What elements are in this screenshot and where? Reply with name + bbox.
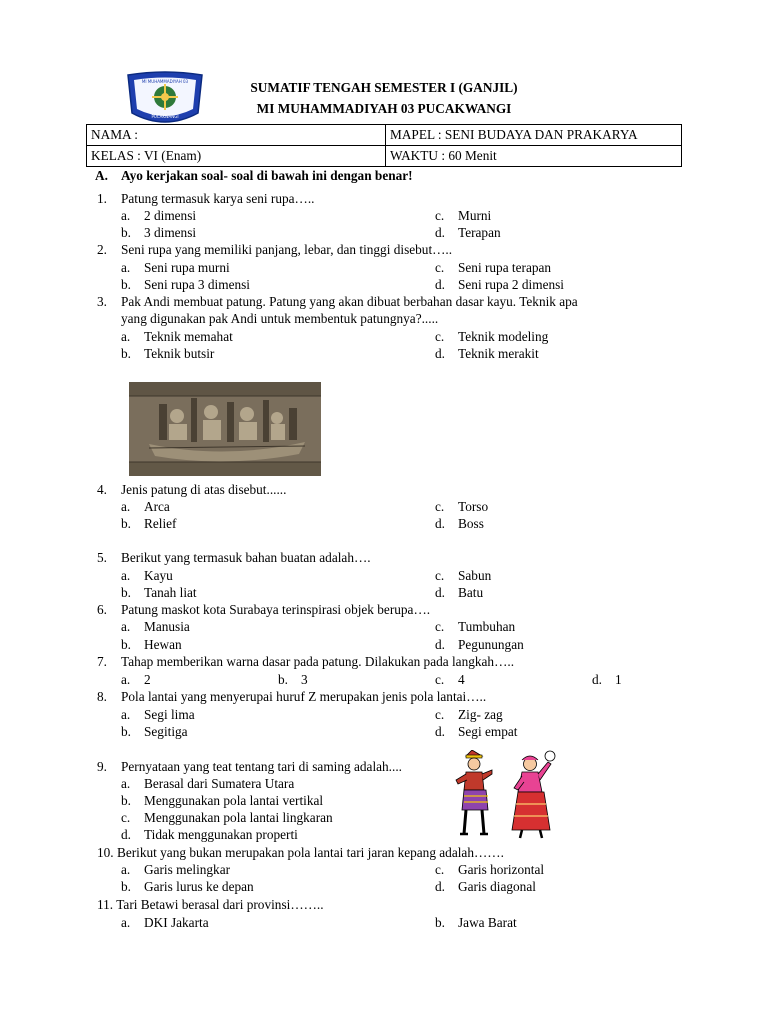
option-text: Teknik merakit — [458, 346, 539, 361]
dancers-illustration — [452, 750, 562, 842]
option-text: Seni rupa 2 dimensi — [458, 277, 564, 292]
option-7d[interactable] — [592, 671, 622, 688]
option-6a[interactable] — [121, 618, 190, 635]
option-1d[interactable] — [435, 224, 501, 241]
option-text: Segi empat — [458, 724, 518, 739]
question-text: Berikut yang termasuk bahan buatan adalah…. — [121, 550, 371, 565]
svg-text:MI MUHAMMADIYAH 03: MI MUHAMMADIYAH 03 — [141, 79, 189, 84]
option-10a[interactable] — [121, 861, 230, 878]
option-6c[interactable] — [435, 618, 515, 635]
option-letter: a. — [121, 499, 131, 514]
relief-image — [129, 382, 321, 476]
option-2b[interactable] — [121, 276, 250, 293]
option-3b[interactable] — [121, 345, 214, 362]
question-text: Pak Andi membuat patung. Patung yang akan dibuat berbahan dasar kayu. Teknik apa — [121, 294, 578, 309]
option-11b[interactable] — [435, 914, 517, 931]
question-number: 1. — [97, 191, 107, 206]
waktu-field: WAKTU : 60 Menit — [386, 146, 682, 167]
option-3c[interactable] — [435, 328, 548, 345]
option-letter: b. — [121, 637, 131, 652]
option-letter: c. — [435, 329, 445, 344]
option-5a[interactable] — [121, 567, 173, 584]
option-letter: c. — [435, 707, 445, 722]
option-8c[interactable] — [435, 706, 503, 723]
option-letter: d. — [592, 672, 602, 687]
option-letter: c. — [435, 499, 445, 514]
option-8d[interactable] — [435, 723, 517, 740]
question-text: Patung termasuk karya seni rupa….. — [121, 191, 315, 206]
option-10d[interactable] — [435, 878, 536, 895]
question-8 — [97, 688, 486, 705]
option-letter: a. — [121, 208, 131, 223]
option-letter: a. — [121, 672, 131, 687]
option-text: Pegunungan — [458, 637, 524, 652]
question-number: 5. — [97, 550, 107, 565]
option-text: Garis horizontal — [458, 862, 545, 877]
question-7 — [97, 653, 514, 670]
option-text: 4 — [458, 672, 465, 687]
option-9b[interactable] — [121, 792, 323, 809]
option-1a[interactable] — [121, 207, 196, 224]
option-text: Menggunakan pola lantai lingkaran — [144, 810, 333, 825]
question-text: Tahap memberikan warna dasar pada patung. Dilakukan pada langkah….. — [121, 654, 515, 669]
question-text: Pola lantai yang menyerupai huruf Z merupakan jenis pola lantai….. — [121, 689, 487, 704]
option-2d[interactable] — [435, 276, 564, 293]
question-5 — [97, 549, 371, 566]
question-3-continued: yang digunakan pak Andi untuk membentuk patungnya?..... — [121, 311, 439, 326]
option-letter: b. — [121, 879, 131, 894]
option-letter: d. — [121, 827, 131, 842]
option-text: Tidak menggunakan properti — [144, 827, 298, 842]
option-text: Murni — [458, 208, 492, 223]
question-6 — [97, 601, 430, 618]
question-1 — [97, 190, 315, 207]
option-text: Tanah liat — [144, 585, 197, 600]
option-text: Kayu — [144, 568, 173, 583]
option-7b[interactable] — [278, 671, 308, 688]
svg-text:PUCAKWANGI: PUCAKWANGI — [151, 114, 179, 119]
option-text: Segi lima — [144, 707, 195, 722]
option-text: Sabun — [458, 568, 492, 583]
option-text: 1 — [615, 672, 622, 687]
option-letter: b. — [121, 585, 131, 600]
option-text: Seni rupa 3 dimensi — [144, 277, 250, 292]
option-text: 2 — [144, 672, 151, 687]
question-number: 3. — [97, 294, 107, 309]
option-text: 3 dimensi — [144, 225, 197, 240]
option-letter: d. — [435, 277, 445, 292]
option-9c[interactable] — [121, 809, 333, 826]
option-text: Garis lurus ke depan — [144, 879, 254, 894]
option-letter: d. — [435, 346, 445, 361]
option-5d[interactable] — [435, 584, 483, 601]
option-4b[interactable] — [121, 515, 177, 532]
option-text: Menggunakan pola lantai vertikal — [144, 793, 324, 808]
question-number: 8. — [97, 689, 107, 704]
question-text: Seni rupa yang memiliki panjang, lebar, dan tinggi disebut….. — [121, 242, 453, 257]
option-1b[interactable] — [121, 224, 196, 241]
option-letter: c. — [435, 862, 445, 877]
option-letter: a. — [121, 776, 131, 791]
option-5b[interactable] — [121, 584, 197, 601]
option-text: Torso — [458, 499, 489, 514]
option-11a[interactable] — [121, 914, 209, 931]
question-number: 6. — [97, 602, 107, 617]
option-letter: c. — [435, 260, 445, 275]
option-letter: c. — [121, 810, 131, 825]
question-text: Berikut yang bukan merupakan pola lantai tari jaran kepang adalah……. — [116, 845, 504, 860]
option-letter: b. — [121, 225, 131, 240]
option-text: Arca — [144, 499, 170, 514]
option-7c[interactable] — [435, 671, 465, 688]
option-10c[interactable] — [435, 861, 544, 878]
option-letter: d. — [435, 516, 445, 531]
question-number: 10. — [97, 845, 114, 860]
option-letter: d. — [435, 724, 445, 739]
question-2 — [97, 241, 452, 258]
option-1c[interactable] — [435, 207, 491, 224]
question-number: 4. — [97, 482, 107, 497]
option-letter: d. — [435, 225, 445, 240]
option-letter: c. — [435, 619, 445, 634]
option-text: Seni rupa terapan — [458, 260, 552, 275]
option-text: Relief — [144, 516, 177, 531]
section-letter: A. — [95, 168, 108, 183]
title-line-2: MI MUHAMMADIYAH 03 PUCAKWANGI — [256, 101, 512, 116]
option-2c[interactable] — [435, 259, 551, 276]
question-text: Jenis patung di atas disebut...... — [121, 482, 287, 497]
question-number: 2. — [97, 242, 107, 257]
question-text: Tari Betawi berasal dari provinsi…….. — [116, 897, 324, 912]
option-text: Terapan — [458, 225, 501, 240]
option-text: DKI Jakarta — [144, 915, 209, 930]
option-letter: b. — [121, 724, 131, 739]
option-4d[interactable] — [435, 515, 484, 532]
question-9 — [97, 758, 402, 775]
option-text: Teknik modeling — [458, 329, 549, 344]
question-number: 9. — [97, 759, 107, 774]
option-text: Tumbuhan — [458, 619, 516, 634]
question-11 — [97, 896, 324, 913]
option-letter: b. — [121, 277, 131, 292]
option-letter: a. — [121, 862, 131, 877]
option-letter: c. — [435, 672, 445, 687]
option-text: Boss — [458, 516, 484, 531]
section-instruction: Ayo kerjakan soal- soal di bawah ini dengan benar! — [121, 168, 413, 183]
option-4a[interactable] — [121, 498, 170, 515]
nama-field: NAMA : — [87, 125, 386, 146]
option-text: Teknik butsir — [144, 346, 215, 361]
option-letter: b. — [278, 672, 288, 687]
option-letter: c. — [435, 568, 445, 583]
question-number: 11. — [97, 897, 114, 912]
option-text: Teknik memahat — [144, 329, 233, 344]
question-text: Patung maskot kota Surabaya terinspirasi objek berupa…. — [121, 602, 431, 617]
option-text: Jawa Barat — [458, 915, 517, 930]
option-8b[interactable] — [121, 723, 188, 740]
section-heading — [95, 167, 413, 184]
option-text: Garis diagonal — [458, 879, 536, 894]
question-10 — [97, 844, 504, 861]
option-text: Manusia — [144, 619, 190, 634]
option-letter: b. — [435, 915, 445, 930]
option-text: Garis melingkar — [144, 862, 231, 877]
option-letter: b. — [121, 793, 131, 808]
option-9a[interactable] — [121, 775, 294, 792]
option-text: Berasal dari Sumatera Utara — [144, 776, 295, 791]
option-text: 3 — [301, 672, 308, 687]
option-letter: a. — [121, 915, 131, 930]
option-9d[interactable] — [121, 826, 298, 843]
option-letter: d. — [435, 637, 445, 652]
option-text: 2 dimensi — [144, 208, 197, 223]
option-letter: a. — [121, 329, 131, 344]
option-2a[interactable] — [121, 259, 230, 276]
question-3 — [97, 293, 578, 310]
option-letter: a. — [121, 619, 131, 634]
option-letter: b. — [121, 346, 131, 361]
option-6d[interactable] — [435, 636, 524, 653]
option-7a[interactable] — [121, 671, 151, 688]
title-line-1: SUMATIF TENGAH SEMESTER I (GANJIL) — [250, 80, 518, 95]
kelas-field: KELAS : VI (Enam) — [87, 146, 386, 167]
student-info-table — [86, 124, 682, 167]
option-letter: d. — [435, 879, 445, 894]
option-3d[interactable] — [435, 345, 539, 362]
option-text: Hewan — [144, 637, 182, 652]
option-text: Zig- zag — [458, 707, 503, 722]
option-letter: c. — [435, 208, 445, 223]
option-text: Batu — [458, 585, 484, 600]
question-number: 7. — [97, 654, 107, 669]
option-text: Segitiga — [144, 724, 188, 739]
option-3a[interactable] — [121, 328, 233, 345]
option-8a[interactable] — [121, 706, 195, 723]
option-letter: b. — [121, 516, 131, 531]
question-4 — [97, 481, 286, 498]
option-letter: a. — [121, 707, 131, 722]
option-10b[interactable] — [121, 878, 254, 895]
question-text: Pernyataan yang teat tentang tari di saming adalah.... — [121, 759, 402, 774]
option-6b[interactable] — [121, 636, 182, 653]
option-letter: a. — [121, 260, 131, 275]
option-4c[interactable] — [435, 498, 488, 515]
option-text: Seni rupa murni — [144, 260, 230, 275]
option-letter: d. — [435, 585, 445, 600]
option-5c[interactable] — [435, 567, 491, 584]
mapel-field: MAPEL : SENI BUDAYA DAN PRAKARYA — [386, 125, 682, 146]
option-letter: a. — [121, 568, 131, 583]
